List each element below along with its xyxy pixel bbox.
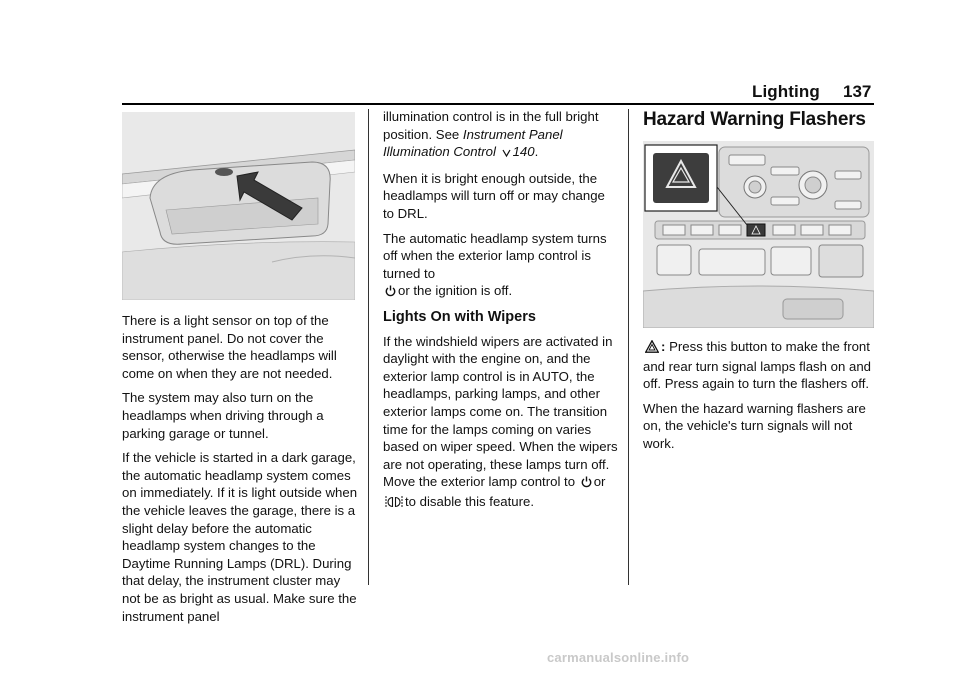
text: .: [534, 144, 539, 160]
column-1: [122, 312, 358, 632]
paragraph: There is a light sensor on top of the instrument panel. Do not cover the sensor, otherwise the headlamps will come on when they are not needed.: [122, 313, 337, 381]
paragraph: [383, 108, 619, 163]
text: to disable this feature.: [405, 493, 535, 509]
parking-lamps-icon: [385, 495, 403, 513]
column-2: [383, 108, 619, 519]
text: The automatic headlamp system turns off when the exterior lamp control is turned to: [383, 230, 607, 281]
watermark: carmanualsonline.info: [547, 650, 690, 665]
page-number: 137: [843, 82, 872, 101]
light-sensor-illustration: [122, 112, 355, 300]
icon-colon: :: [661, 339, 666, 354]
hazard-triangle-icon: [645, 340, 659, 358]
cross-reference-page[interactable]: 140: [512, 144, 535, 160]
paragraph: When it is bright enough outside, the headlamps will turn off or may change to DRL.: [383, 170, 605, 221]
column-3: [643, 338, 879, 460]
text: If the windshield wipers are activated in daylight with the engine on, and the exterior lamp control is in AUTO, the headlamps, parking lamps, and other exterior lamps come on. The transition time for the lamps coming on varies based on wiper speed. When the wipers are not operating, these lamps turn off. Move the exterior lamp control to: [383, 333, 618, 490]
text: or: [593, 474, 606, 490]
paragraph: [383, 230, 619, 302]
paragraph: If the vehicle is started in a dark garage, the automatic headlamp system comes on immediately. If it is light outside when the vehicle leaves the garage, there is a slight delay before the automatic headlamp system changes to the Daytime Running Lamps (DRL). During that delay, the instrument cluster may not be as bright as usual. Make sure the instrument panel: [122, 450, 358, 624]
page-reference-arrow-icon: [502, 145, 511, 163]
text: illumination control is in the full bright position. See: [383, 109, 599, 142]
power-off-icon: [581, 475, 592, 493]
hazard-button-illustration: [643, 141, 874, 328]
paragraph: [383, 333, 619, 513]
paragraph: [643, 338, 879, 393]
paragraph: The system may also turn on the headlamps when driving through a parking garage or tunnel.: [122, 390, 324, 441]
center-stack-drawing: [643, 141, 874, 328]
section-title: Lighting: [752, 82, 820, 101]
heading-hazard-warning-flashers: Hazard Warning Flashers: [643, 109, 866, 130]
subheading-lights-on-with-wipers: Lights On with Wipers: [383, 308, 536, 325]
text: Press this button to make the front and rear turn signal lamps flash on and off. Press again to turn the flashers off.: [643, 339, 871, 392]
text: or the ignition is off.: [398, 283, 513, 299]
column-divider-1: [368, 109, 369, 585]
header-rule: [122, 103, 874, 105]
column-divider-2: [628, 109, 629, 585]
cross-reference-link[interactable]: Instrument Panel Illumination Control: [383, 126, 563, 160]
paragraph: When the hazard warning flashers are on, the vehicle's turn signals will not work.: [643, 400, 866, 451]
power-off-icon: [385, 284, 396, 302]
light-sensor-drawing: [122, 112, 355, 300]
